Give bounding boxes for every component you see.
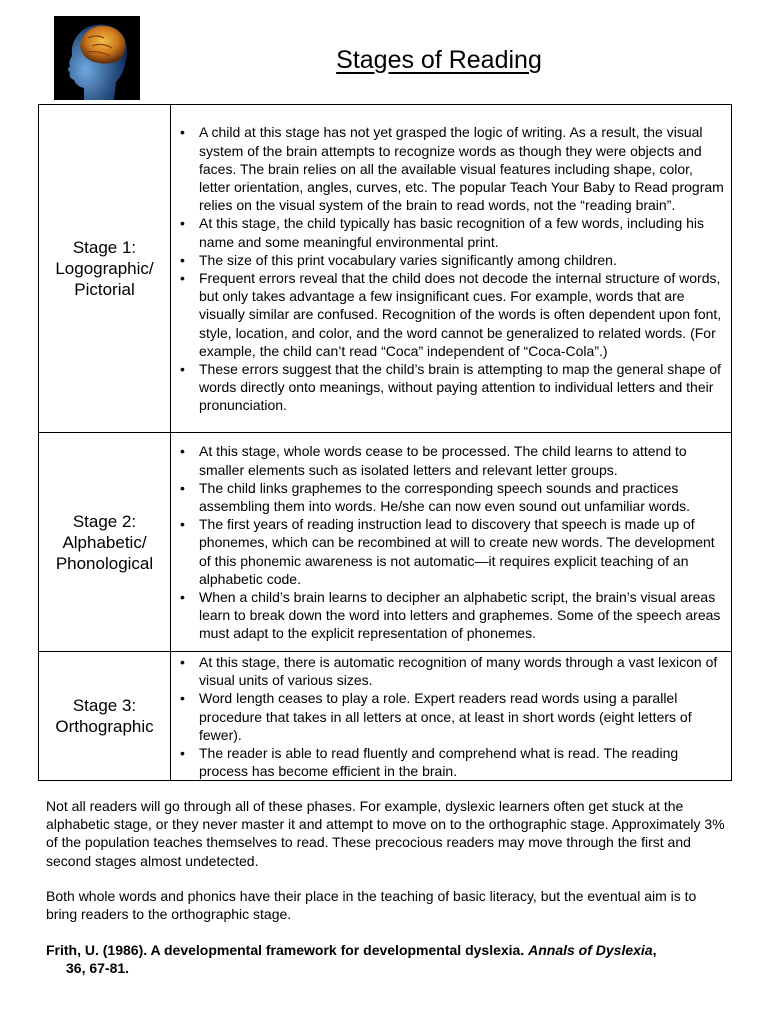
bullet-item: • At this stage, the child typically has basic recognition of a few words, including his name and some meaningful environmental print. — [177, 214, 725, 250]
bullet-item: • The child links graphemes to the corresponding speech sounds and practices assembling them into words. He/she can now even sound out unfamiliar words. — [177, 479, 725, 515]
stage-description — [171, 433, 732, 652]
bullet-item: • When a child’s brain learns to decipher an alphabetic script, the brain’s visual areas learn to break down the word into letters and graphemes. Some of the speech areas must adapt to the explicit representation of phonemes. — [177, 588, 725, 643]
bullet-item: • The reader is able to read fluently and comprehend what is read. The reading process has become efficient in the brain. — [177, 744, 725, 780]
stage-label: Stage 1: Logographic/ Pictorial — [39, 105, 171, 433]
bullet-item: • At this stage, whole words cease to be processed. The child learns to attend to smaller elements such as isolated letters and relevant letter groups. — [177, 442, 725, 478]
bullet-item: • A child at this stage has not yet grasped the logic of writing. As a result, the visual system of the brain attempts to recognize words as though they were objects and faces. The brain relies on all the available visual features including shape, color, letter orientation, angles, curves, etc. The popular Teach Your Baby to Read program relies on the visual system of the brain to read words, not the “reading brain”. — [177, 123, 725, 214]
citation-volume: 36, 67-81. — [66, 960, 130, 977]
stage-label: Stage 3: Orthographic — [39, 652, 171, 781]
bullet-item: • Word length ceases to play a role. Expert readers read words using a parallel procedure that takes in all letters at once, at least in short words (eight letters of fewer). — [177, 689, 725, 744]
bullet-list — [177, 653, 725, 780]
bullet-list — [177, 123, 725, 414]
citation — [46, 941, 726, 977]
bullet-item: • At this stage, there is automatic recognition of many words through a vast lexicon of visual units of various sizes. — [177, 653, 725, 689]
citation-journal: Annals of Dyslexia — [528, 942, 653, 958]
bullet-item: • These errors suggest that the child’s brain is attempting to map the general shape of words directly onto meanings, without paying attention to individual letters and their pronunciation. — [177, 360, 725, 415]
body-paragraph: Both whole words and phonics have their place in the teaching of basic literacy, but the eventual aim is to bring readers to the orthographic stage. — [46, 888, 697, 923]
body-paragraph: Not all readers will go through all of these phases. For example, dyslexic learners often get stuck at the alphabetic stage, or they never master it and attempt to move on to the orthographic stage. Approximately 3% of the population teaches themselves to read. These precocious readers may move through the first and second stages almost undetected. — [46, 798, 725, 869]
citation-comma: , — [652, 942, 657, 958]
stage-row-2 — [39, 433, 732, 652]
citation-authors: Frith, U. (1986). A developmental framework for developmental dyslexia. — [46, 942, 529, 958]
bullet-item: • The size of this print vocabulary varies significantly among children. — [177, 251, 725, 269]
bullet-list — [177, 442, 725, 642]
page-title: Stages of Reading — [336, 46, 542, 74]
stage-description — [171, 652, 732, 781]
stages-table — [38, 104, 732, 781]
stage-row-1 — [39, 105, 732, 433]
bullet-item: • Frequent errors reveal that the child does not decode the internal structure of words, but only takes advantage a few insignificant cues. For example, words that are visually similar are confused. Recognition of the words is often dependent upon font, style, location, and color, and the word cannot be generalized to related words. (For example, the child can’t read “Coca” independent of “Coca-Cola”.) — [177, 269, 725, 360]
stage-row-3 — [39, 652, 732, 781]
bullet-item: • The first years of reading instruction lead to discovery that speech is made up of phonemes, which can be recombined at will to create new words. The development of this phonemic awareness is not automatic—it requires explicit teaching of an alphabetic code. — [177, 515, 725, 588]
stage-label: Stage 2: Alphabetic/ Phonological — [39, 433, 171, 652]
stage-description — [171, 105, 732, 433]
